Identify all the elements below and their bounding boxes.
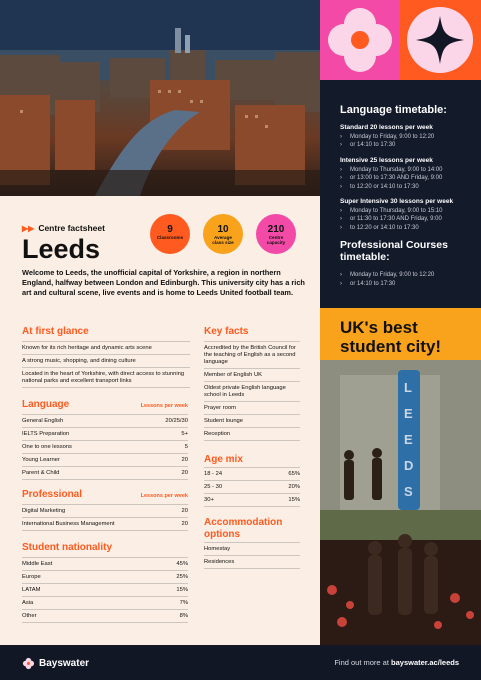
timetable-line: › Monday to Thursday, 9:00 to 15:10	[340, 207, 471, 215]
list-item	[204, 369, 300, 382]
list-item-text: Reception	[204, 431, 231, 437]
stat-value: 10	[217, 224, 229, 235]
table-row	[204, 494, 300, 507]
professional-timetable-title: Professional Courses timetable:	[340, 239, 448, 264]
list-item-text: Oldest private English language school in Leeds	[204, 385, 286, 398]
table-row	[22, 467, 188, 480]
footer	[0, 645, 481, 680]
table-row	[22, 518, 188, 531]
mural-photo	[320, 360, 481, 645]
table-row	[22, 571, 188, 584]
table-row	[22, 610, 188, 623]
list-item-text: Residences	[204, 559, 235, 565]
professional-title: Professional	[22, 489, 83, 500]
timetable-block-heading: Intensive 25 lessons per week	[340, 156, 433, 164]
professional-table	[22, 504, 188, 531]
brand-name: Bayswater	[39, 658, 90, 669]
region-name: Asia	[22, 600, 34, 606]
stat-label: Average class size	[212, 235, 234, 245]
lessons-value: 20/25/30	[165, 418, 188, 424]
table-row	[204, 467, 300, 481]
timetable-line: › or 14:10 to 17:30	[340, 280, 471, 288]
region-name: Other	[22, 613, 37, 619]
list-item-text: Accredited by the British Council for the teaching of English as a second language	[204, 345, 296, 365]
star-icon	[400, 0, 481, 80]
lessons-value: 20	[181, 470, 188, 476]
region-percent: 25%	[176, 574, 188, 580]
region-name: Europe	[22, 574, 41, 580]
lessons-value: 5	[184, 444, 188, 450]
nationality-title: Student nationality	[22, 542, 112, 553]
region-name: LATAM	[22, 587, 41, 593]
list-item-text: Known for its rich heritage and dynamic arts scene	[22, 345, 152, 351]
age-percent: 65%	[288, 471, 300, 477]
course-name: IELTS Preparation	[22, 431, 70, 437]
footer-link[interactable]	[334, 658, 459, 667]
age-mix-title: Age mix	[204, 454, 243, 465]
list-item	[22, 368, 190, 388]
course-name: General English	[22, 418, 64, 424]
course-name: Young Learner	[22, 457, 60, 463]
promo-line-2: student city!	[340, 337, 442, 356]
list-item	[204, 428, 300, 441]
mural-letter: E	[404, 406, 413, 421]
factsheet-label-text: Centre factsheet	[38, 223, 105, 233]
stat-classrooms	[150, 214, 190, 254]
stat-class-size	[203, 214, 243, 254]
language-title: Language	[22, 399, 70, 410]
mural-letter: D	[404, 458, 414, 473]
age-percent: 15%	[288, 497, 300, 503]
age-range: 25 - 30	[204, 484, 223, 490]
language-table	[22, 414, 188, 480]
timetable-block-heading: Standard 20 lessons per week	[340, 124, 433, 131]
nationality-table	[22, 557, 188, 623]
region-percent: 45%	[176, 561, 188, 567]
city-skyline-illustration	[0, 0, 320, 196]
timetable-line: › or 14:10 to 17:30	[340, 141, 471, 149]
region-name: Middle East	[22, 561, 53, 567]
timetable-line: › or 13:00 to 17:30 AND Friday, 9:00	[340, 174, 471, 182]
bayswater-logo	[22, 657, 89, 670]
language-col-header: Lessons per week	[140, 403, 188, 409]
course-name: Parent & Child	[22, 470, 60, 476]
mural-letter: S	[404, 484, 413, 499]
lessons-value: 5+	[181, 431, 188, 437]
timetable-panel	[320, 80, 481, 308]
lessons-value: 20	[181, 508, 188, 514]
age-range: 30+	[204, 497, 214, 503]
timetable-block	[340, 198, 471, 232]
table-row	[22, 414, 188, 428]
timetable-line: › Monday to Friday, 9:00 to 12:20	[340, 133, 471, 141]
timetable-line: › Monday to Thursday, 9:00 to 14:00	[340, 166, 471, 174]
promo-block	[320, 308, 481, 360]
accommodation-list	[204, 542, 300, 569]
age-range: 18 - 24	[204, 471, 223, 477]
key-facts-title: Key facts	[204, 326, 249, 337]
accommodation-title: Accommodation options	[204, 517, 283, 540]
promo-line-1: UK's best	[340, 318, 418, 337]
flower-icon	[320, 0, 400, 80]
list-item-text: A strong music, shopping, and dining culture	[22, 358, 136, 364]
region-percent: 15%	[176, 587, 188, 593]
table-row	[22, 428, 188, 441]
intro-paragraph: Welcome to Leeds, the unofficial capital of Yorkshire, a region in northern England, halfway between London and Edinburgh. This university city has a rich art and cultural scene, live events and is home to Leeds United football team.	[22, 268, 305, 298]
timetable-block	[340, 124, 471, 150]
stat-label: Classrooms	[156, 235, 184, 240]
stat-value: 210	[267, 224, 285, 235]
list-item	[204, 542, 300, 556]
mural-letter: L	[404, 380, 412, 395]
timetable-block-heading: Super Intensive 30 lessons per week	[340, 198, 454, 206]
stat-capacity	[256, 214, 296, 254]
list-item-text: Student lounge	[204, 418, 244, 424]
factsheet-label	[22, 223, 105, 233]
course-name: One to one lessons	[22, 444, 72, 450]
list-item	[204, 415, 300, 428]
list-item	[204, 556, 300, 569]
key-facts-list	[204, 341, 300, 441]
city-title: Leeds	[22, 234, 101, 264]
stat-label: Centre capacity	[266, 235, 286, 245]
table-row	[22, 454, 188, 467]
timetable-block	[340, 157, 471, 191]
stat-value: 9	[167, 224, 173, 235]
timetable-line: › Monday to Friday, 9:00 to 12:20	[340, 271, 471, 279]
footer-url[interactable]: bayswater.ac/leeds	[391, 658, 459, 667]
age-mix-table	[204, 467, 300, 507]
at-first-glance-list	[22, 341, 190, 388]
list-item-text: Homestay	[204, 546, 231, 552]
list-item	[204, 382, 300, 402]
table-row	[22, 557, 188, 571]
list-item	[22, 355, 190, 368]
list-item-text: Prayer room	[204, 405, 236, 411]
lessons-value: 20	[181, 521, 188, 527]
professional-col-header: Lessons per week	[140, 493, 188, 499]
table-row	[22, 597, 188, 610]
table-row	[22, 504, 188, 518]
course-name: International Business Management	[22, 521, 115, 527]
table-row	[204, 481, 300, 494]
star-logo-block	[400, 0, 481, 80]
age-percent: 20%	[288, 484, 300, 490]
course-name: Digital Marketing	[22, 508, 66, 514]
hero-city-photo	[0, 0, 320, 196]
timetable-line: › or 11:30 to 17:30 AND Friday, 9:00	[340, 215, 471, 223]
bayswater-flower-icon	[22, 657, 35, 670]
table-row	[22, 584, 188, 597]
at-first-glance-title: At first glance	[22, 326, 89, 337]
timetable-title: Language timetable:	[340, 104, 447, 116]
list-item	[22, 341, 190, 355]
table-row	[22, 441, 188, 454]
list-item	[204, 402, 300, 415]
lessons-value: 20	[181, 457, 188, 463]
region-percent: 7%	[179, 600, 188, 606]
double-chevron-right-icon: ▶▶	[22, 224, 35, 233]
list-item-text: Member of English UK	[204, 372, 262, 378]
students-mural-illustration	[320, 360, 481, 645]
timetable-line: › to 12:20 or 14:10 to 17:30	[340, 183, 471, 191]
region-percent: 8%	[179, 613, 188, 619]
list-item-text: Located in the heart of Yorkshire, with direct access to stunning national parks and excellent transport links	[22, 371, 185, 384]
footer-url-prefix: Find out more at	[334, 658, 392, 667]
flower-logo-block	[320, 0, 400, 80]
mural-letter: E	[404, 432, 413, 447]
factsheet-panel	[0, 196, 320, 645]
timetable-line: › to 12:20 or 14:10 to 17:30	[340, 224, 471, 232]
list-item	[204, 341, 300, 369]
